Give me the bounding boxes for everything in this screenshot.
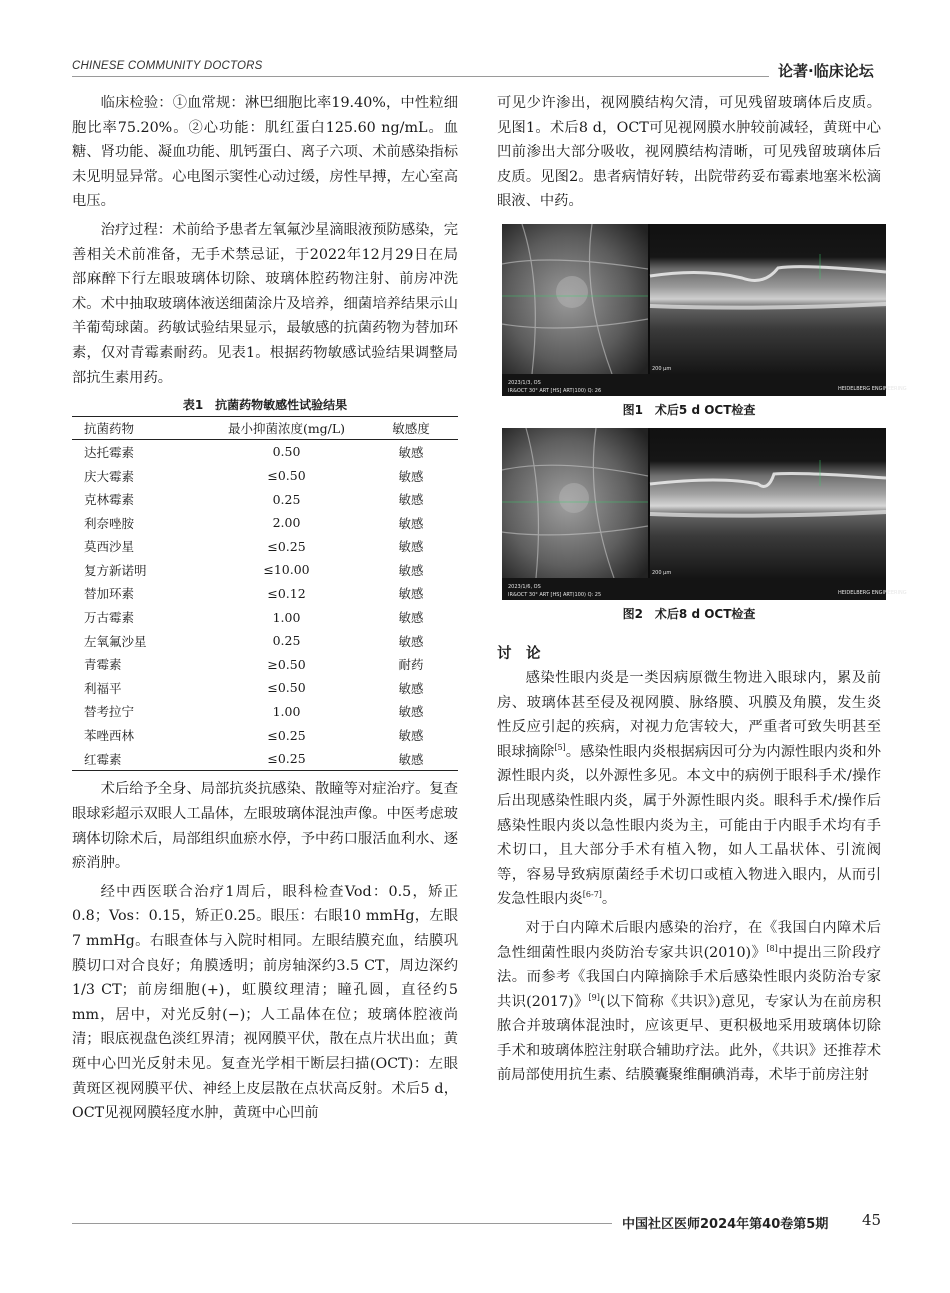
susceptibility-table — [72, 416, 458, 771]
footer-journal: 中国社区医师2024年第40卷第5期 — [622, 1217, 829, 1232]
table-row — [72, 747, 458, 771]
drug-name-cell: 红霉素 — [84, 751, 122, 767]
figure-1-oct-image — [502, 224, 907, 396]
mic-value-cell: ≤0.50 — [267, 680, 306, 696]
table-row — [72, 440, 458, 464]
mic-value-cell: 0.25 — [272, 491, 301, 507]
sensitivity-cell: 敏感 — [398, 680, 424, 696]
oct-result-paragraph: 可见少许渗出，视网膜结构欠清，可见残留玻璃体后皮质。见图1。术后8 d，OCT可见视网膜水肿较前减轻，黄斑中心凹前渗出大部分吸收，视网膜结构清晰，可见残留玻璃体后皮质。见图2。患者病情好转，出院带药妥布霉素地塞米松滴眼液、中药。 — [497, 95, 881, 210]
header-sensitivity: 敏感度 — [364, 417, 458, 440]
table-row — [72, 723, 458, 747]
mic-value-cell: ≤0.12 — [267, 585, 306, 601]
treatment-paragraph: 治疗过程：术前给予患者左氧氟沙星滴眼液预防感染，完善相关术前准备，无手术禁忌证，于2022年12月29日在局部麻醉下行左眼玻璃体切除、玻璃体腔药物注射、前房冲洗术。术中抽取玻璃体液送细菌涂片及培养，细菌培养结果示山羊葡萄球菌。药敏试验结果显示，最敏感的抗菌药物为替加环素，仅对青霉素耐药。见表1。根据药物敏感试验结果调整局部抗生素用药。 — [72, 221, 459, 386]
discussion-2-text-a: 对于白内障术后眼内感染的治疗，在《我国白内障术后急性细菌性眼内炎防治专家共识(2010)》 — [497, 919, 881, 961]
discussion-1-text-a: 感染性眼内炎是一类因病原微生物进入眼球内，累及前房、玻璃体甚至侵及视网膜、脉络膜、巩膜及角膜，发生炎性反应引起的疾病，对视力危害较大，严重者可致失明甚至眼球摘除 — [497, 669, 881, 760]
followup-paragraph: 经中西医联合治疗1周后，眼科检查Vod：0.5，矫正0.8；Vos：0.15，矫正0.25。眼压：右眼10 mmHg，左眼7 mmHg。右眼查体与入院时相同。左眼结膜充血，结膜巩膜切口对合良好；角膜透明；前房轴深约3.5 CT，周边深约1/3 CT；前房细胞(+)，虹膜纹理清；瞳孔圆，直径约5 mm，居中，对光反射(−)；人工晶体在位；玻璃体腔液尚清；眼底视盘色淡红界清；视网膜平伏，散在点片状出血；黄斑中心凹光反射未见。复查光学相干断层扫描(OCT)：左眼黄斑区视网膜平伏、神经上皮层散在点状高反射。术后5 d，OCT见视网膜轻度水肿，黄斑中心凹前 — [72, 883, 459, 1122]
mic-value-cell: 2.00 — [272, 515, 301, 531]
drug-name-cell: 替考拉宁 — [84, 704, 135, 720]
drug-name-cell: 利福平 — [84, 680, 122, 696]
mic-value-cell: ≤0.50 — [267, 468, 306, 484]
table-row — [72, 605, 458, 629]
table-header-row — [72, 417, 458, 440]
drug-name-cell: 庆大霉素 — [84, 468, 135, 484]
sensitivity-cell: 敏感 — [398, 751, 424, 767]
header-drug: 抗菌药物 — [72, 417, 209, 440]
mic-value-cell: ≤10.00 — [263, 562, 310, 578]
mic-value-cell: 1.00 — [272, 609, 301, 625]
sensitivity-cell: 敏感 — [398, 610, 424, 626]
drug-name-cell: 苯唑西林 — [84, 728, 135, 744]
table-row — [72, 582, 458, 606]
mic-value-cell: 0.50 — [272, 444, 301, 460]
journal-name-en: CHINESE COMMUNITY DOCTORS — [72, 60, 263, 72]
figure-2-oct-image — [502, 428, 907, 600]
fig2-brand-text: HEIDELBERG ENGINEERING — [838, 589, 907, 596]
discussion-1-text-c: 。 — [601, 891, 617, 908]
sensitivity-cell: 敏感 — [398, 492, 424, 508]
oct-scan-graphic-1 — [502, 224, 907, 396]
discussion-2-text-b: 中提出三阶段疗法。而参考《我国白内障摘除手术后感染性眼内炎防治专家共识(2017)》 — [497, 944, 881, 1010]
mic-value-cell: ≤0.25 — [267, 538, 306, 554]
drug-name-cell: 利奈唑胺 — [84, 515, 135, 531]
sensitivity-cell: 敏感 — [398, 562, 424, 578]
table-caption: 表1 抗菌药物敏感性试验结果 — [182, 398, 348, 413]
discussion-paragraph-1 — [497, 666, 881, 912]
fig2-scale-text: 200 µm — [652, 569, 672, 576]
drug-name-cell: 达托霉素 — [84, 444, 135, 460]
table-row — [72, 676, 458, 700]
figure-2-caption: 图2 术后8 d OCT检查 — [622, 606, 756, 621]
drug-name-cell: 青霉素 — [84, 657, 122, 673]
drug-name-cell: 莫西沙星 — [84, 539, 135, 555]
fig2-scan-text: IR&OCT 30° ART [HS] ART(100) Q: 25 — [508, 591, 602, 598]
drug-name-cell: 替加环素 — [84, 586, 135, 602]
section-label: 论著·临床论坛 — [778, 62, 874, 80]
citation-8: [8] — [766, 943, 778, 953]
left-column — [72, 91, 458, 1126]
table-row — [72, 700, 458, 724]
footer-rule — [72, 1223, 612, 1224]
discussion-2-text-c: (以下简称《共识》)意见，专家认为在前房积脓合并玻璃体混浊时，应该更早、更积极地采用玻璃体切除手术和玻璃体腔注射联合辅助疗法。此外，《共识》还推荐术前局部使用抗生素、结膜囊聚维酮碘消毒，术毕于前房注射 — [497, 993, 881, 1084]
drug-name-cell: 左氧氟沙星 — [84, 633, 147, 649]
mic-value-cell: 0.25 — [272, 633, 301, 649]
sensitivity-cell: 敏感 — [398, 633, 424, 649]
sensitivity-cell: 耐药 — [398, 657, 424, 673]
table-row — [72, 629, 458, 653]
fig1-brand-text: HEIDELBERG ENGINEERING — [838, 385, 907, 392]
postop-paragraph: 术后给予全身、局部抗炎抗感染、散瞳等对症治疗。复查眼球彩超示双眼人工晶体，左眼玻璃体混浊声像。中医考虑玻璃体切除术后，局部组织血瘀水停，予中药口服活血利水、逐瘀消肿。 — [72, 781, 459, 872]
sensitivity-cell: 敏感 — [398, 586, 424, 602]
discussion-heading: 讨 论 — [497, 645, 541, 662]
citation-6-7: [6-7] — [582, 890, 602, 900]
table-row — [72, 511, 458, 535]
fig1-scan-text: IR&OCT 30° ART [HS] ART(100) Q: 26 — [508, 387, 602, 394]
fig2-date-text: 2023/1/6, OS — [508, 583, 541, 590]
drug-name-cell: 万古霉素 — [84, 610, 135, 626]
discussion-paragraph-2 — [497, 916, 881, 1088]
table-row — [72, 464, 458, 488]
table-row — [72, 535, 458, 559]
right-column — [497, 91, 907, 1088]
mic-value-cell: ≥0.50 — [267, 656, 306, 672]
sensitivity-cell: 敏感 — [398, 704, 424, 720]
table-body — [72, 440, 458, 771]
page-number: 45 — [862, 1211, 882, 1229]
sensitivity-cell: 敏感 — [398, 515, 424, 531]
sensitivity-cell: 敏感 — [398, 444, 424, 460]
mic-value-cell: ≤0.25 — [267, 751, 306, 767]
fig1-scale-text: 200 µm — [652, 365, 672, 372]
citation-9: [9] — [588, 992, 600, 1002]
oct-scan-graphic-2 — [502, 428, 907, 600]
citation-5: [5] — [554, 742, 566, 752]
header-rule — [72, 76, 769, 77]
figure-1-caption: 图1 术后5 d OCT检查 — [622, 402, 756, 417]
mic-value-cell: ≤0.25 — [267, 727, 306, 743]
drug-name-cell: 克林霉素 — [84, 492, 135, 508]
table-row — [72, 558, 458, 582]
mic-value-cell: 1.00 — [272, 703, 301, 719]
fig1-date-text: 2023/1/3, OS — [508, 379, 541, 386]
table-row — [72, 652, 458, 676]
sensitivity-cell: 敏感 — [398, 728, 424, 744]
discussion-1-text-b: 。感染性眼内炎根据病因可分为内源性眼内炎和外源性眼内炎，以外源性多见。本文中的病例于眼科手术/操作后出现感染性眼内炎，属于外源性眼内炎。眼科手术/操作后感染性眼内炎以急性眼内炎为主，可能由于内眼手术均有手术切口，且大部分手术有植入物，如人工晶状体、引流阀等，容易导致病原菌经手术切口或植入物进入眼内，从而引发急性眼内炎 — [497, 743, 882, 908]
table-row — [72, 487, 458, 511]
sensitivity-cell: 敏感 — [398, 468, 424, 484]
header-mic: 最小抑菌浓度(mg/L) — [209, 417, 364, 440]
sensitivity-cell: 敏感 — [398, 539, 424, 555]
clinical-tests-paragraph: 临床检验：①血常规：淋巴细胞比率19.40%，中性粒细胞比率75.20%。②心功能：肌红蛋白125.60 ng/mL。血糖、肾功能、凝血功能、肌钙蛋白、离子六项、术前感染指标未见明显异常。心电图示窦性心动过缓，房性早搏，左心室高电压。 — [72, 95, 459, 210]
drug-name-cell: 复方新诺明 — [84, 562, 147, 578]
